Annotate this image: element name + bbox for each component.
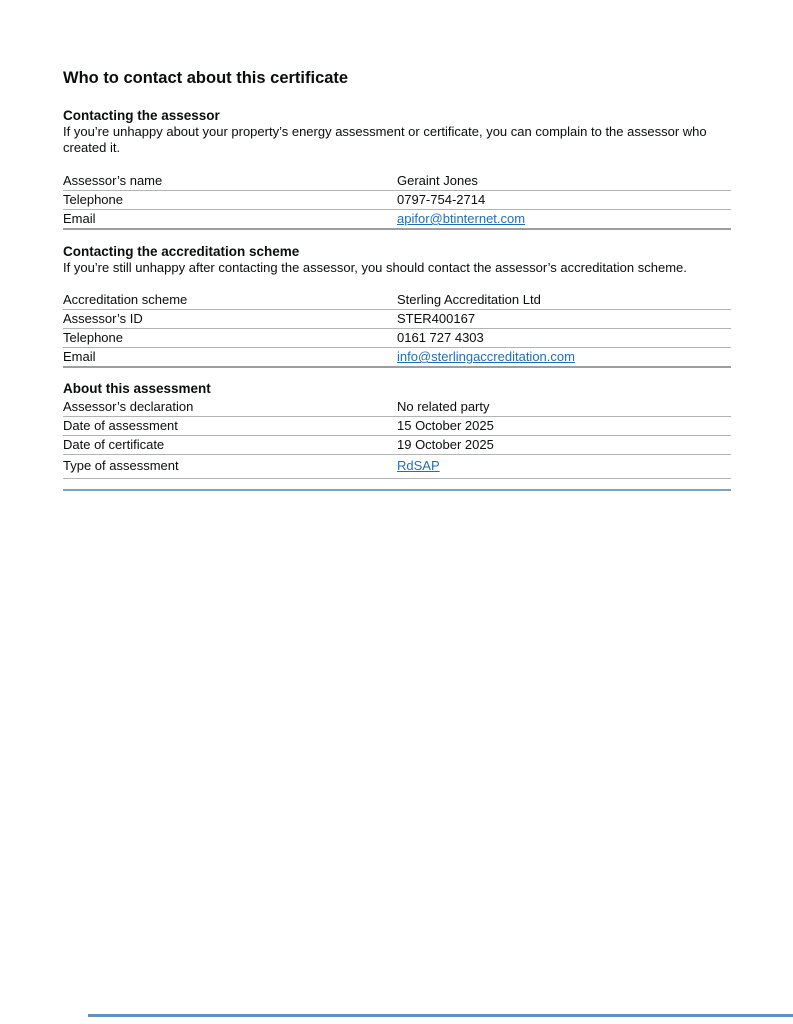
assessor-telephone-value: 0797-754-2714 bbox=[397, 191, 731, 210]
table-row bbox=[63, 417, 731, 436]
row-label: Assessor’s declaration bbox=[63, 398, 397, 417]
page-bottom-rule bbox=[88, 1014, 793, 1017]
table-row bbox=[63, 398, 731, 417]
section-about-assessment bbox=[63, 381, 731, 479]
assessor-details-table bbox=[63, 172, 731, 230]
contacting-assessor-description: If you’re unhappy about your property’s energy assessment or certificate, you can complain to the assessor who created it. bbox=[63, 124, 707, 155]
rdsap-link[interactable]: RdSAP bbox=[397, 458, 440, 473]
row-label: Assessor’s ID bbox=[63, 310, 397, 329]
accreditation-scheme-value: Sterling Accreditation Ltd bbox=[397, 291, 731, 310]
date-of-assessment-value: 15 October 2025 bbox=[397, 417, 731, 436]
table-row bbox=[63, 291, 731, 310]
table-row bbox=[63, 436, 731, 455]
row-label: Date of certificate bbox=[63, 436, 397, 455]
table-row bbox=[63, 172, 731, 191]
scheme-telephone-value: 0161 727 4303 bbox=[397, 329, 731, 348]
table-row bbox=[63, 348, 731, 368]
section-contacting-assessor bbox=[63, 108, 731, 230]
accreditation-details-table bbox=[63, 291, 731, 368]
row-label: Type of assessment bbox=[63, 455, 397, 479]
contacting-assessor-heading: Contacting the assessor bbox=[63, 108, 220, 123]
table-row bbox=[63, 191, 731, 210]
accreditation-scheme-description: If you’re still unhappy after contacting the assessor, you should contact the assessor’s accreditation scheme. bbox=[63, 260, 687, 275]
accreditation-scheme-heading: Contacting the accreditation scheme bbox=[63, 244, 300, 259]
table-row bbox=[63, 310, 731, 329]
table-row bbox=[63, 455, 731, 479]
section-contacting-accreditation-scheme bbox=[63, 244, 731, 368]
row-label: Email bbox=[63, 348, 397, 368]
about-assessment-heading: About this assessment bbox=[63, 381, 211, 396]
row-label: Assessor’s name bbox=[63, 172, 397, 191]
row-label: Accreditation scheme bbox=[63, 291, 397, 310]
assessment-details-table bbox=[63, 398, 731, 479]
row-label: Email bbox=[63, 210, 397, 230]
assessor-id-value: STER400167 bbox=[397, 310, 731, 329]
scheme-email-link[interactable]: info@sterlingaccreditation.com bbox=[397, 349, 575, 364]
row-label: Telephone bbox=[63, 191, 397, 210]
assessor-declaration-value: No related party bbox=[397, 398, 731, 417]
section-divider-rule bbox=[63, 489, 731, 491]
table-row bbox=[63, 329, 731, 348]
assessor-name-value: Geraint Jones bbox=[397, 172, 731, 191]
assessor-email-link[interactable]: apifor@btinternet.com bbox=[397, 211, 526, 226]
page-title: Who to contact about this certificate bbox=[63, 69, 349, 87]
table-row bbox=[63, 210, 731, 230]
certificate-contact-page bbox=[63, 69, 731, 491]
row-label: Date of assessment bbox=[63, 417, 397, 436]
date-of-certificate-value: 19 October 2025 bbox=[397, 436, 731, 455]
row-label: Telephone bbox=[63, 329, 397, 348]
